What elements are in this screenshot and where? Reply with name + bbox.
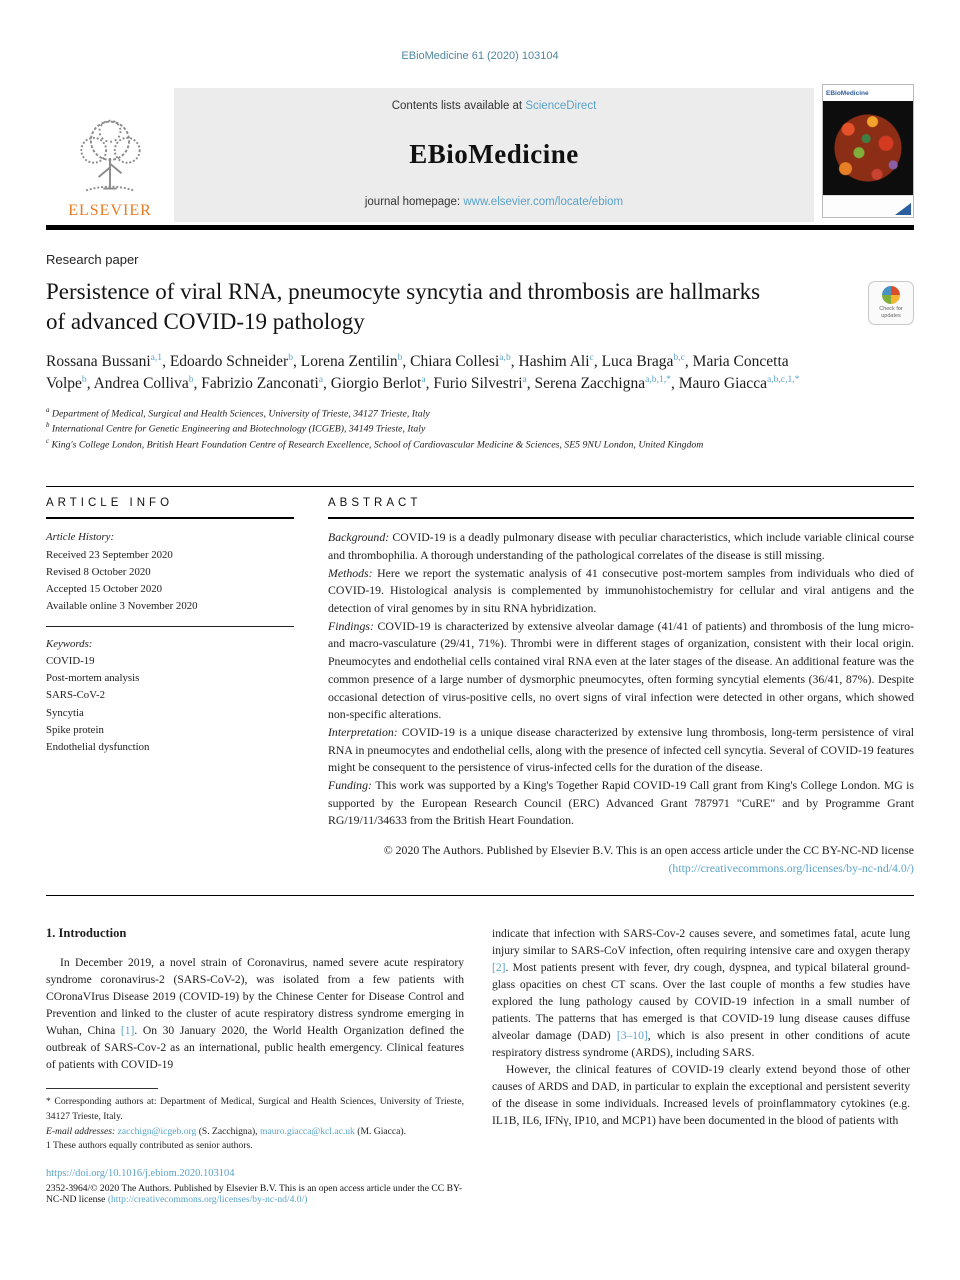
author-name: Hashim Ali xyxy=(518,352,590,370)
elsevier-wordmark: ELSEVIER xyxy=(68,202,152,219)
author-affiliation-sup: a,b,c,1,* xyxy=(766,374,800,386)
info-divider xyxy=(46,626,294,627)
abstract-section: Findings: COVID-19 is characterized by extensive alveolar damage (41/41 of patients) and thrombosis of the lung micro- and macro-vasculature (29/41, 71%). Thrombi were in different stages of organization, consistent with their local origin. Pneumocytes and endothelial cells contained viral RNA even at the later stages of the disease. An additional feature was the common presence of a large number of dysmorphic pneumocytes, often forming syncytial elements (36/41, 87%). Despite occasional detection of virus-positive cells, no overt signs of viral infection were detected in other organs, which showed non-specific alterations. xyxy=(328,618,914,722)
history-item: Received 23 September 2020 xyxy=(46,548,173,561)
inline-link[interactable]: [3–10] xyxy=(616,1028,648,1042)
license-link[interactable]: (http://creativecommons.org/licenses/by-nc-nd/4.0/) xyxy=(668,860,914,875)
author-name: Furio Silvestri xyxy=(433,375,523,393)
article-type-label: Research paper xyxy=(46,252,139,267)
author-name: Mauro Giacca xyxy=(678,375,767,393)
right-column xyxy=(492,926,910,1205)
history-item: Available online 3 November 2020 xyxy=(46,600,198,613)
author-name: Serena Zacchigna xyxy=(534,375,646,393)
badge-label: Check for updates xyxy=(879,306,903,319)
abstract-section-label: Funding: xyxy=(328,777,376,792)
author-affiliation-sup: a,b,1,* xyxy=(645,374,671,386)
author-name: Maria Concetta Volpe xyxy=(46,352,789,393)
journal-cover-thumbnail xyxy=(822,84,914,218)
affiliation-sup: b xyxy=(46,422,50,430)
author-affiliation-sup: b xyxy=(288,351,294,363)
abstract-copyright xyxy=(328,832,914,877)
contents-line xyxy=(392,100,597,112)
author-affiliation-sup: b xyxy=(81,374,87,386)
affiliation-sup: a xyxy=(46,407,50,415)
affiliation-sup: c xyxy=(46,437,50,445)
body-paragraph xyxy=(492,1062,910,1130)
affiliation-item: $^a$ Department of Medical, Surgical and Health Sciences, University of Trieste, 34127 Trieste, Italy xyxy=(46,407,430,420)
keyword-item: Post-mortem analysis xyxy=(46,672,140,685)
abstract-section: Funding: This work was supported by a King's Together Rapid COVID-19 Call grant from King's College London. MG is supported by the European Research Council (ERC) Advanced Grant 787971 "CuRE" and by Programme Grant RG/19/11/34633 from the British Heart Foundation. xyxy=(328,777,914,828)
cover-artwork xyxy=(823,101,913,195)
cover-journal-name: EBioMedicine xyxy=(826,89,869,97)
footnote-line xyxy=(46,1125,464,1140)
text-part: . Most patients present with fever, dry cough, dyspnea, and typical bilateral ground-glass opacities on chest CT scans. Over the last couple of months a few studies have explored the lung pathology caused by COVID-19 infection in a small number of patients. The patterns that has emerged is that COVID-19 lung disease causes diffuse alveolar damage (DAD) xyxy=(492,961,910,1042)
text-part: (M. Giacca). xyxy=(354,1125,406,1137)
homepage-link[interactable]: www.elsevier.com/locate/ebiom xyxy=(463,196,624,208)
right-paragraphs xyxy=(492,926,910,1129)
contents-prefix: Contents lists available at xyxy=(391,100,526,112)
abstract-heading: ABSTRACT xyxy=(328,497,914,519)
text-part: However, the clinical features of COVID-19 clearly extend beyond those of other causes of ARDS and DAD, in particular to explain the exceptional and persistent severity of the disease in some individuals. Increased levels of proinflammatory cytokines (e.g. IL1B, IL6, IFNγ, IP10, and MCP1) have been documented in the blood of patients with xyxy=(492,1062,910,1127)
author-affiliation-sup: a xyxy=(522,374,527,386)
abstract-section-label: Findings: xyxy=(328,618,378,633)
sciencedirect-link[interactable]: ScienceDirect xyxy=(525,100,597,112)
keyword-item: COVID-19 xyxy=(46,654,95,667)
info-abstract-block xyxy=(46,486,914,896)
footnote-line xyxy=(46,1095,464,1125)
keywords-label: Keywords: xyxy=(46,637,93,650)
author-name: Chiara Collesi xyxy=(410,352,500,370)
author-affiliation-sup: a xyxy=(318,374,324,386)
inline-link[interactable]: [2] xyxy=(492,961,506,975)
inline-link[interactable]: mauro.giacca@kcl.ac.uk xyxy=(259,1125,355,1137)
author-name: Luca Braga xyxy=(601,352,674,370)
cover-header xyxy=(823,85,913,101)
text-part: E-mail addresses: xyxy=(46,1125,118,1137)
abstract-section: Interpretation: COVID-19 is a unique disease characterized by extensive lung thrombosis, long-term persistence of viral RNA in pneumocytes and endothelial cells, along with the presence of infected cell syncytia. Several of COVID-19 features might be consequent to the persistence of virus-infected cells for the duration of the disease. xyxy=(328,724,914,775)
abstract-section-label: Methods: xyxy=(328,565,378,580)
article-info-heading: ARTICLE INFO xyxy=(46,497,294,519)
abstract-section-label: Background: xyxy=(328,530,393,545)
abstract-body xyxy=(328,519,914,830)
article-title: Persistence of viral RNA, pneumocyte syncytia and thrombosis are hallmarks of advanced COVID-19 pathology xyxy=(46,279,761,334)
cover-footer xyxy=(823,195,913,217)
issn-text: 2352-3964/© 2020 The Authors. Published by Elsevier B.V. This is an open access article under the CC BY-NC-ND license xyxy=(46,1183,463,1206)
inline-link[interactable]: zacchign@icgeb.org xyxy=(117,1125,197,1137)
author-name: Andrea Colliva xyxy=(93,375,189,393)
abstract-section: Background: COVID-19 is a deadly pulmonary disease with peculiar characteristics, which include variable clinical course and thrombophilia. A thorough understanding of the pathological correlates of the disease is still missing. xyxy=(328,530,914,563)
masthead xyxy=(46,88,914,222)
keyword-item: SARS-CoV-2 xyxy=(46,689,106,702)
author-name: Edoardo Schneider xyxy=(169,352,289,370)
inline-link[interactable]: [1] xyxy=(120,1024,135,1038)
author-list: Rossana Bussani$^{a,1}$, Edoardo Schneider$^b$, Lorena Zentilin$^b$, Chiara Collesi$^{a,b}$, Hashim Ali$^c$, Luca Braga$^{b,c}$, Maria Concetta Volpe$^b$, Andrea Colliva$^b$, Fabrizio Zanconati$^a$, Giorgio Berlot$^a$, Furio Silvestri$^a$, Serena Zacchigna$^{a,b,1,*}$, Mauro Giacca$^{a,b,c,1,*}$ xyxy=(46,351,800,393)
check-for-updates-badge[interactable] xyxy=(868,281,914,325)
body-paragraph xyxy=(492,926,910,1061)
journal-title: EBioMedicine xyxy=(409,138,579,169)
author-name: Giorgio Berlot xyxy=(330,375,422,393)
affiliation-item: $^b$ International Centre for Genetic Engineering and Biotechnology (ICGEB), 34149 Trieste, Italy xyxy=(46,422,426,435)
author-affiliation-sup: a,1 xyxy=(150,351,163,363)
journal-reference: EBioMedicine 61 (2020) 103104 xyxy=(401,50,559,62)
author-affiliation-sup: b xyxy=(397,351,403,363)
author-affiliation-sup: a,b xyxy=(499,351,511,363)
homepage-line xyxy=(365,196,623,208)
keyword-item: Endothelial dysfunction xyxy=(46,741,150,754)
footnote-divider xyxy=(46,1088,158,1089)
keywords-list xyxy=(46,653,294,757)
author-affiliation-sup: b xyxy=(188,374,194,386)
page-footer xyxy=(46,1168,464,1205)
left-paragraphs xyxy=(46,955,464,1073)
author-affiliation-sup: b,c xyxy=(673,351,685,363)
body-columns xyxy=(46,926,914,1205)
history-list xyxy=(46,547,294,616)
abstract-column xyxy=(328,497,914,877)
footnotes xyxy=(46,1095,464,1154)
keyword-item: Syncytia xyxy=(46,706,84,719)
text-part: * xyxy=(46,1095,55,1107)
masthead-divider xyxy=(46,225,914,230)
title-row xyxy=(46,267,914,337)
homepage-prefix: journal homepage: xyxy=(364,196,464,208)
article-info-column xyxy=(46,497,294,877)
elsevier-logo xyxy=(46,88,174,222)
journal-banner xyxy=(174,88,814,222)
text-part: In December 2019, a novel strain of Coronavirus, named severe acute respiratory syndrome coronavirus-2 (SARS-CoV-2), was isolated from a few patients with COronaVIrus Disease 2019 (COVID-19) by the Chinese Center for Disease Control and Prevention and linked to the cluster of acute respiratory distress syndrome emerging in Wuhan, China xyxy=(46,956,464,1038)
history-item: Accepted 15 October 2020 xyxy=(46,583,163,596)
issn-license-link[interactable]: (http://creativecommons.org/licenses/by-nc-nd/4.0/) xyxy=(107,1194,308,1206)
affiliation-list xyxy=(46,406,914,452)
text-part: indicate that infection with SARS-Cov-2 causes severe, and sometimes fatal, acute lung injury similar to SARS-CoV infection, often requiring intensive care and oxygen therapy xyxy=(492,927,910,958)
footnote-line xyxy=(46,1139,464,1154)
history-item: Revised 8 October 2020 xyxy=(46,565,151,578)
text-part: . On 30 January 2020, the World Health Organization defined the outbreak of SARS-Cov-2 as an international, public health emergency. Clinical features of patients with COVID-19 xyxy=(46,1024,465,1071)
author-name: Rossana Bussani xyxy=(46,352,151,370)
article-history xyxy=(46,519,294,756)
body-paragraph xyxy=(46,955,464,1073)
text-part: , which is also present in other conditions of acute respiratory distress syndrome (ARDS), including SARS. xyxy=(492,1028,910,1059)
keyword-item: Spike protein xyxy=(46,724,104,736)
author-name: Fabrizio Zanconati xyxy=(201,375,319,393)
author-affiliation-sup: a xyxy=(421,374,426,386)
abstract-section: Methods: Here we report the systematic analysis of 41 consecutive post-mortem samples from individuals who died of COVID-19. Histological analysis is complemented by immunohistochemistry for cellular and viral antigens and the detection of viral genomes by in situ RNA hybridization. xyxy=(328,565,914,616)
text-part: Corresponding authors at: Department of Medical, Surgical and Health Sciences, University of Trieste, 34127 Trieste, Italy. xyxy=(46,1095,464,1122)
elsevier-triangle-icon xyxy=(895,203,911,215)
abstract-section-label: Interpretation: xyxy=(328,724,402,739)
author-affiliation-sup: c xyxy=(589,351,594,363)
left-column xyxy=(46,926,464,1205)
text-part: 1 xyxy=(46,1140,54,1152)
history-label: Article History: xyxy=(46,531,115,544)
copyright-text: © 2020 The Authors. Published by Elsevier B.V. This is an open access article under the CC BY-NC-ND license xyxy=(383,843,914,858)
author-name: Lorena Zentilin xyxy=(300,352,398,370)
text-part: (S. Zacchigna), xyxy=(196,1125,260,1137)
elsevier-tree-icon xyxy=(67,114,153,200)
crossmark-icon xyxy=(882,286,900,304)
affiliation-item: $^c$ King's College London, British Heart Foundation Centre of Research Excellence, School of Cardiovascular Medicine & Sciences, SE5 9NU London, United Kingdom xyxy=(46,437,704,451)
issn-license-line xyxy=(46,1183,464,1205)
text-part: These authors equally contributed as senior authors. xyxy=(53,1140,253,1152)
section-heading: 1. Introduction xyxy=(46,926,127,941)
doi-link[interactable]: https://doi.org/10.1016/j.ebiom.2020.103104 xyxy=(46,1168,235,1180)
